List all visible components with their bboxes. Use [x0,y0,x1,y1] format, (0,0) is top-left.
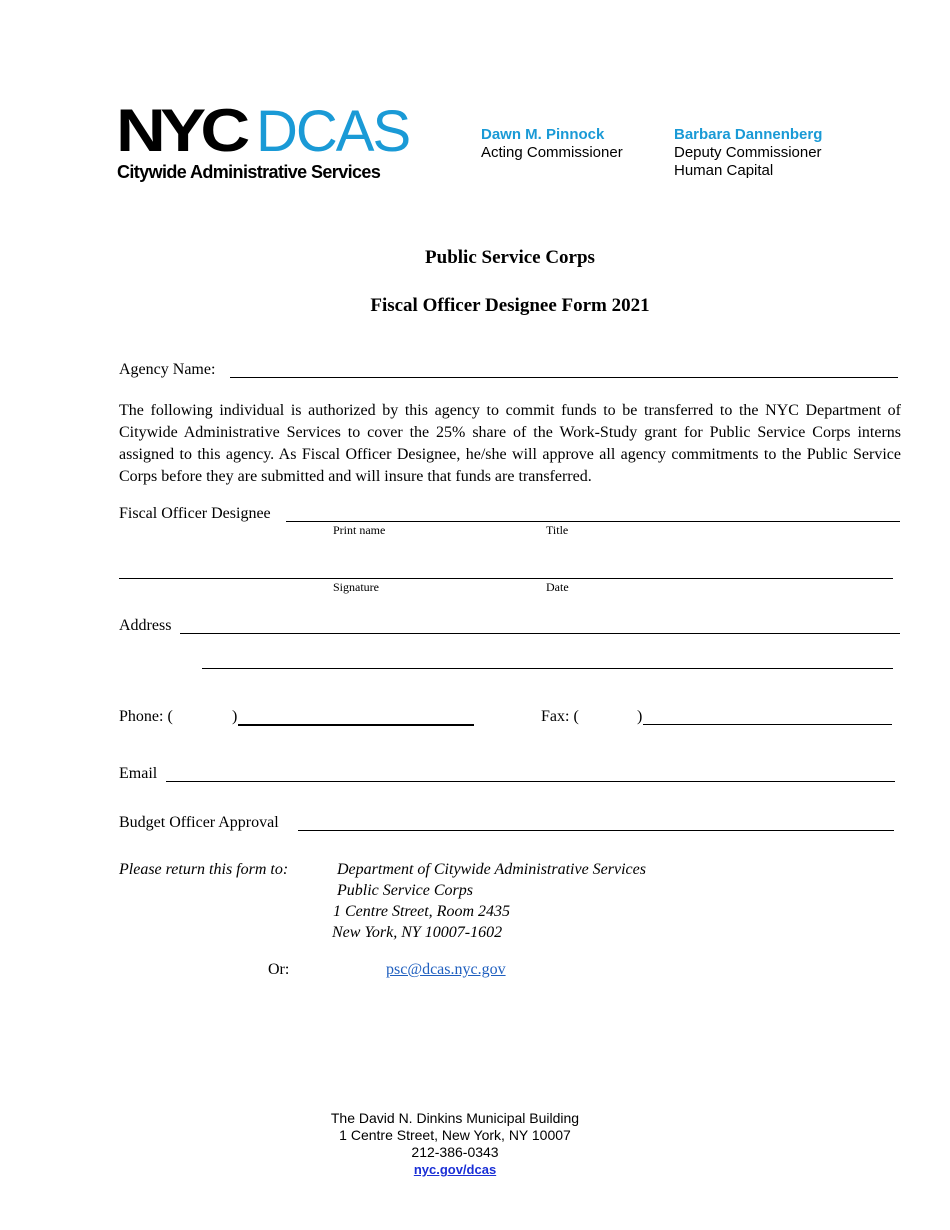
footer-line: The David N. Dinkins Municipal Building [330,1110,580,1126]
address-field-2[interactable] [202,668,893,669]
official-name: Barbara Dannenberg [674,126,823,143]
official-2 [674,126,822,180]
official-name: Dawn M. Pinnock [481,126,605,143]
footer-line: 212-386-0343 [411,1144,499,1160]
fax-field[interactable] [643,724,892,725]
fax-paren: ) [637,708,643,725]
footer-website-link[interactable]: nyc.gov/dcas [413,1162,497,1177]
agency-label: Agency Name: [119,361,216,378]
official-title: Acting Commissioner [481,144,623,161]
authorization-paragraph: The following individual is authorized by this agency to commit funds to be transferred to the NYC Department of Citywide Administrative Services to cover the 25% share of the Work-Study grant for Public Service Corps interns assigned to this agency. As Fiscal Officer Designee, he/she will approve all agency commitments to the Public Service Corps before they are submitted and will insure that funds are transferred. [119,402,901,485]
return-label: Please return this form to: [119,861,289,878]
email-field[interactable] [166,781,895,782]
official-title: Deputy Commissioner [674,144,822,161]
address-label: Address [119,617,172,634]
or-label: Or: [268,961,290,978]
phone-field[interactable] [238,724,474,726]
address-field-1[interactable] [180,633,900,634]
official-title: Human Capital [674,162,774,179]
fax-label: Fax: ( [541,708,579,725]
phone-paren: ) [232,708,238,725]
title-caption: Title [546,523,569,537]
official-1 [481,126,623,162]
logo-subtitle: Citywide Administrative Services [117,162,381,182]
footer [0,1110,910,1178]
signature-caption: Signature [333,580,379,594]
email-label: Email [119,765,158,782]
budget-approval-label: Budget Officer Approval [119,814,279,831]
date-caption: Date [546,580,569,594]
designee-name-title-field[interactable] [286,521,900,522]
footer-line: 1 Centre Street, New York, NY 10007 [339,1127,571,1143]
return-address-line: 1 Centre Street, Room 2435 [333,903,511,920]
signature-date-field[interactable] [119,578,893,579]
agency-name-field[interactable] [230,377,898,378]
logo-dcas: DCAS [256,99,410,164]
budget-approval-field[interactable] [298,830,894,831]
designee-label: Fiscal Officer Designee [119,505,271,522]
print-name-caption: Print name [333,523,386,537]
page-subtitle: Fiscal Officer Designee Form 2021 [370,295,650,316]
logo-nyc: NYC [116,97,245,164]
return-address-line: Public Service Corps [337,882,473,899]
return-address-line: Department of Citywide Administrative Services [337,861,646,878]
phone-label: Phone: ( [119,708,173,725]
return-email-link[interactable]: psc@dcas.nyc.gov [386,961,506,978]
return-address-line: New York, NY 10007-1602 [332,924,503,941]
page-title: Public Service Corps [425,247,595,268]
